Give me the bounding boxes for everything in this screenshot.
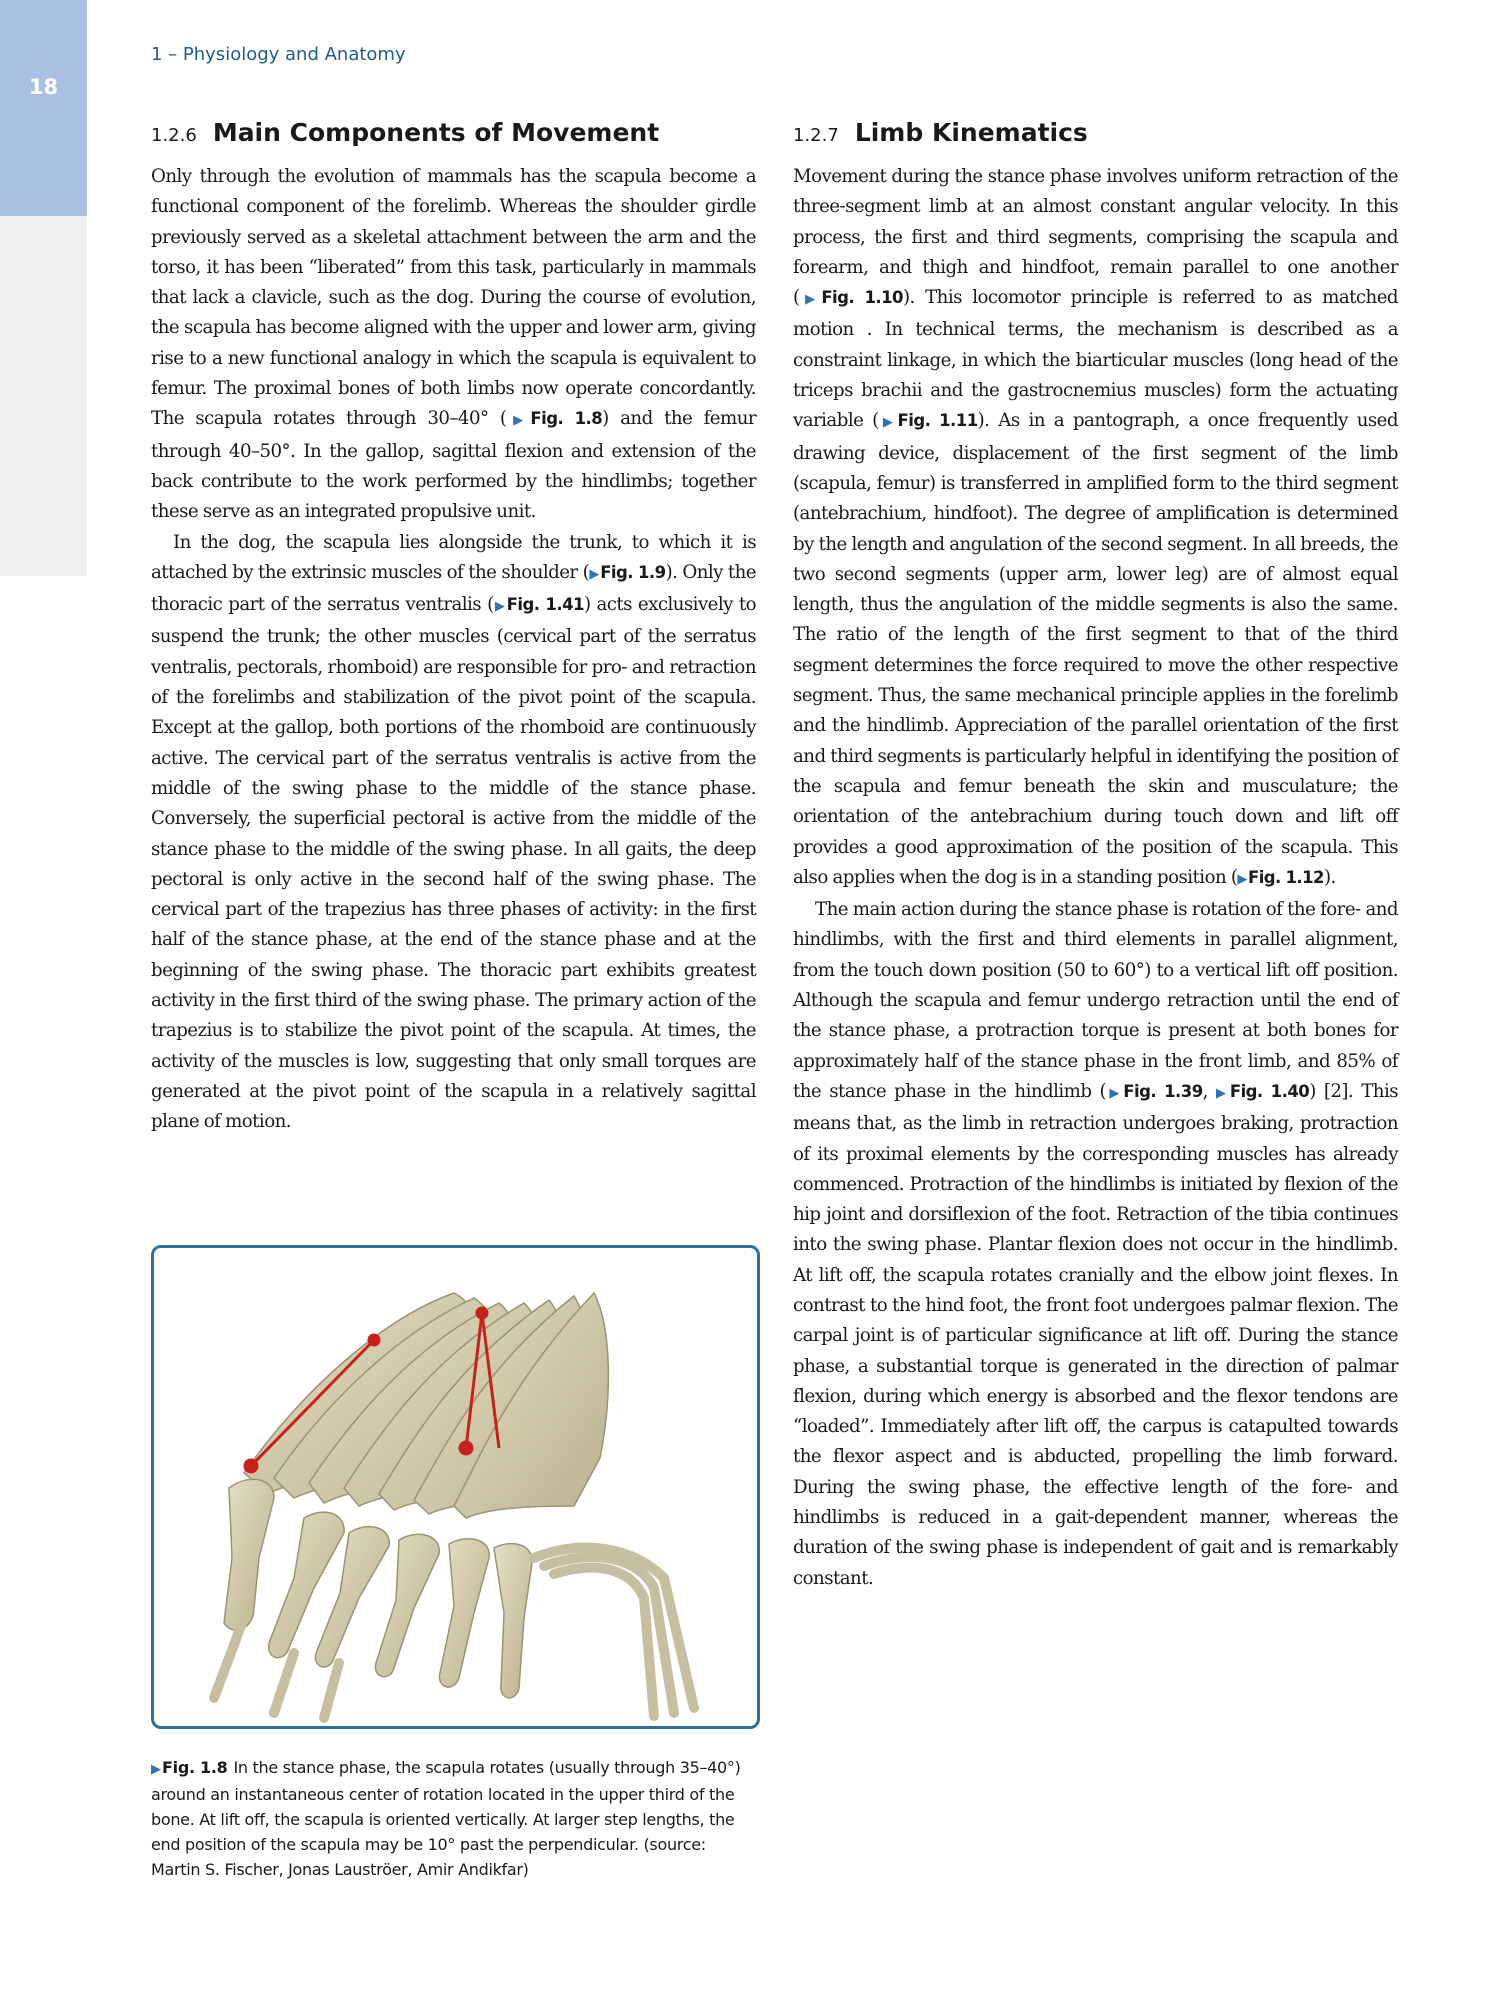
arrow-right-icon: ▶ [493,599,506,615]
section-heading-1-2-6 [151,118,756,162]
figure-link[interactable] [589,563,665,582]
paragraph [151,162,756,528]
figure-caption-text: In the stance phase, the scapula rotates (usually through 35–40°) around an instantaneous center of rotation located in the upper third of the bone. At lift off, the scapula is oriented vertically. At larger step lengths, the end position of the scapula may be 10° past the perpendicular. (source: Martin S. Fischer, Jonas Lauströer, Amir Andikfar) [151,1758,741,1879]
figure-link-label: Fig. 1.10 [821,288,903,308]
page-number-tab [0,0,87,216]
page-number: 18 [28,75,59,99]
arrow-right-icon: ▶ [1237,871,1247,887]
figure-link-label: Fig. 1.9 [600,562,666,582]
figure-link-label: Fig. 1.8 [530,409,603,429]
text-run: ). Only the thoracic part of the serratus ventralis ( [151,561,756,616]
left-column [151,118,756,1138]
scapula-rotation-illustration [154,1248,757,1726]
section-title: Main Components of Movement [212,118,660,147]
arrow-right-icon: ▶ [1106,1085,1123,1101]
scapula-sequence [244,1293,608,1518]
text-run: , [1202,1080,1216,1102]
figure-link-label: Fig. 1.39 [1123,1081,1203,1101]
arrow-right-icon: ▶ [589,566,600,582]
figure-caption [151,1755,756,1882]
figure-link[interactable] [1216,1082,1309,1101]
arrow-right-icon: ▶ [151,1762,161,1777]
text-run: ) acts exclusively to suspend the trunk; the other muscles (cervical part of the serratus ventralis, pectorals, rhomboid) are responsible for pro- and retraction of the forelimbs and stabilization of the pivot point of the scapula. Except at the gallop, both portions of the rhomboid are continuously active. The cervical part of the serratus ventralis is active from the middle of the swing phase to the middle of the stance phase. Conversely, the superficial pectoral is active from the middle of the stance phase to the middle of the swing phase. In all gaits, the deep pectoral is only active in the second half of the swing phase. The cervical part of the trapezius has three phases of activity: in the first half of the stance phase, at the end of the stance phase and at the beginning of the swing phase. The thoracic part exhibits greatest activity in the first third of the swing phase. The primary action of the trapezius is to stabilize the pivot point of the scapula. At times, the activity of the muscles is low, suggesting that only small torques are generated at the pivot point of the scapula in a relatively sagittal plane of motion. [151,594,757,1133]
section-heading-1-2-7 [793,118,1398,162]
figure-link[interactable] [879,411,978,430]
section-number: 1.2.7 [793,125,839,146]
arrow-right-icon: ▶ [1215,1085,1229,1101]
figure-frame [151,1245,760,1729]
figure-link-label: Fig. 1.41 [506,595,584,615]
figure-label-text: Fig. 1.8 [162,1758,228,1777]
right-column [793,118,1398,1594]
side-strip [0,216,87,576]
text-run: ) [2]. This means that, as the limb in retraction undergoes braking, protraction of its proximal elements by the corresponding muscles has already commenced. Protraction of the hindlimbs is initiated by flexion of the hip joint and dorsiflexion of the foot. Retraction of the tibia continues into the swing phase. Plantar flexion does not occur in the hindlimb. At lift off, the scapula rotates cranially and the elbow joint flexes. In contrast to the hind foot, the front foot undergoes palmar flexion. The carpal joint is of particular significance at lift off. During the stance phase, a substantial torque is generated in the direction of palmar flexion, during which energy is absorbed and the flexor tendons are “loaded”. Immediately after lift off, the carpus is catapulted towards the flexor aspect and is abducted, propelling the limb forward. During the swing phase, the effective length of the fore- and hindlimbs is reduced in a gait-dependent manner, whereas the duration of the swing phase is independent of gait and is remarkably constant. [793,1080,1399,1589]
arrow-right-icon: ▶ [799,292,821,308]
paragraph [793,895,1398,1594]
arrow-right-icon: ▶ [878,415,897,431]
text-run: In the dog, the scapula lies alongside the trunk, to which it is attached by the extrinsic muscles of the shoulder ( [151,531,756,583]
text-run: ). [1323,866,1336,888]
text-run: Only through the evolution of mammals has the scapula become a functional component of the forelimb. Whereas the shoulder girdle previously served as a skeletal attachment between the arm and the torso, it has been “liberated” from this task, particularly in mammals that lack a clavicle, such as the dog. During the course of evolution, the scapula has become aligned with the upper and lower arm, giving rise to a new functional analogy in which the scapula is equivalent to femur. The proximal bones of both limbs now operate concordantly. The scapula rotates through 30–40° ( [151,166,756,430]
figure-link[interactable] [506,409,602,428]
figure-link-label: Fig. 1.40 [1229,1081,1310,1101]
arrow-right-icon: ▶ [506,413,530,429]
section-number: 1.2.6 [151,125,197,146]
section-title: Limb Kinematics [854,118,1088,147]
figure-caption-label [151,1758,227,1777]
figure-link-label: Fig. 1.11 [897,411,978,431]
running-head: 1 – Physiology and Anatomy [151,44,406,65]
figure-link[interactable] [1237,868,1324,887]
figure-link[interactable] [800,288,903,307]
text-run: Movement during the stance phase involves uniform retraction of the three-segment limb at an almost constant angular velocity. In this process, the first and third segments, comprising the scapula and forearm, and thigh and hindfoot, remain parallel to one another ( [793,166,1398,309]
figure-link[interactable] [1106,1082,1203,1101]
text-run: ) and the femur through 40–50°. In the gallop, sagittal flexion and extension of the back contribute to the work performed by the hindlimbs; together these serve as an integrated propulsive unit. [151,408,757,523]
text-run: ). This locomotor principle is referred to as matched motion . In technical terms, the mechanism is described as a constraint linkage, in which the biarticular muscles (long head of the triceps brachii and the gastrocnemius muscles) form the actuating variable ( [793,287,1399,432]
text-run: The main action during the stance phase is rotation of the fore- and hindlimbs, with the first and third elements in parallel alignment, from the touch down position (50 to 60°) to a vertical lift off position. Although the scapula and femur undergo retraction until the end of the stance phase, a protraction torque is present at both bones for approximately half of the stance phase in the front limb, and 85% of the stance phase in the hindlimb ( [793,899,1398,1102]
paragraph [151,528,756,1138]
figure-link[interactable] [494,595,584,614]
figure-link-label: Fig. 1.12 [1247,867,1324,887]
paragraph [793,162,1398,895]
text-run: ). As in a pantograph, a once frequently used drawing device, displacement of the first segment of the limb (scapula, femur) is transferred in amplified form to the third segment (antebrachium, hindfoot). The degree of amplification is determined by the length and angulation of the second segment. In all breeds, the two second segments (upper arm, lower leg) are of almost equal length, thus the angulation of the middle segments is also the same. The ratio of the length of the first segment to that of the third segment determines the force required to move the other respective segment. Thus, the same mechanical principle applies in the forelimb and the hindlimb. Appreciation of the parallel orientation of the first and third segments is particularly helpful in identifying the position of the scapula and femur beneath the skin and musculature; the orientation of the antebrachium during touch down and lift off provides a good approximation of the position of the scapula. This also applies when the dog is in a standing position ( [793,410,1398,888]
